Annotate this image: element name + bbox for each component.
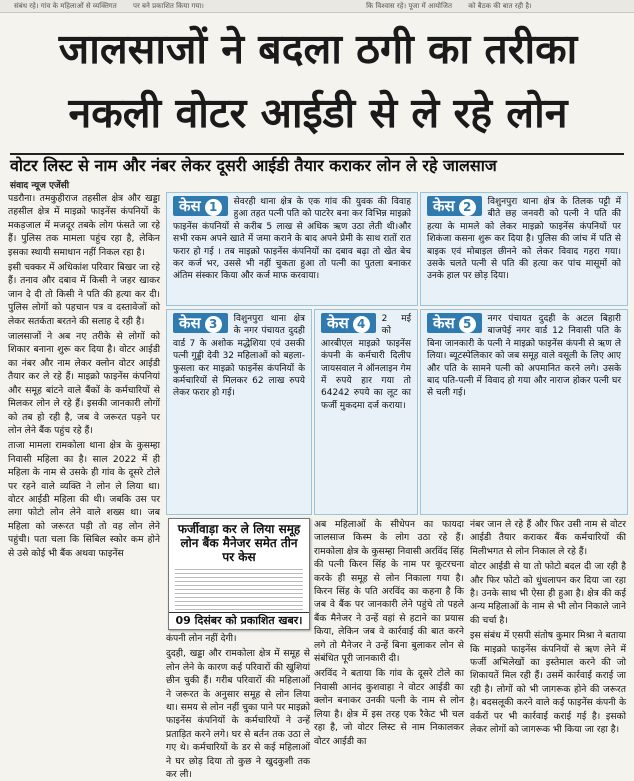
case-text: नगर पंचायत दुदही के अटल बिहारी बाजपेई नगर वार्ड 12 निवासी पति के बिना जानकारी के पत्नी ने माइक्रो फाइनेंस कंपनी से ऋण ले लिया। ब्यूटस्पेलिकार को जब समूह वाले वसूली के लिए आए और पति के सामने पत्नी को अपमानित करने लगे। उसके बाद पति-पत्नी में विवाद हो गया और नाराज होकर पत्नी घर से चली गई। [427, 314, 621, 399]
headline-line-1: जालसाजों ने बदला ठगी का तरीका [58, 25, 578, 73]
clipping-title: फर्जीवाड़ा कर ले लिया समूह लोन बैंक मैनेजर समेत तीन पर केस [177, 522, 301, 564]
paragraph: ताजा मामला रामकोला थाना क्षेत्र के कुसम्हा निवासी महिला का है। साल 2022 में ही महिला के नाम से उसके ही गांव के दूसरे टोले पर रहने वाले व्यक्ति ने लोन ले लिया था। वोटर आईडी महिला की थी। जबकि उस पर लगा फोटो लोन लेने वाले शख्स था। जब महिला को जरूरत पड़ी तो वह लोन लेने पहुंची। पता चला कि सिबिल स्कोर कम होने से उसे कोई भी बैंक अथवा फाइनेंस [8, 440, 160, 559]
article-column-1 [8, 192, 160, 766]
article-column-3 [314, 518, 464, 766]
case-box-2 [420, 192, 628, 306]
paragraph: इसी चक्कर में अधिकांश परिवार बिखर जा रहे हैं। तनाव और दबाव में किसी ने जहर खाकर जान दे दी तो किसी ने पति की हत्या कर दी। पुलिस लोगों को पहचान पत्र व दस्तावेजों को लेकर सतर्कता बरतने की सलाह दे रही है। [8, 262, 160, 327]
case-text: 2 मई को आरबीएल माइक्रो फाइनेंस कंपनी के कर्मचारी दिलीप जायसवाल ने ऑनलाइन गेम में रुपये हार गया तो 64242 रुपये का लूट का फर्जी मुकदमा दर्ज कराया। [321, 314, 411, 411]
paragraph: नंबर जान ले रहे हैं और फिर उसी नाम से वोटर आईडी तैयार कराकर बैंक कर्मचारियों की मिलीभगत से लोन निकाल ले रहे हैं। [470, 519, 626, 557]
paragraph: जालसाजों ने अब नए तरीके से लोगों को शिकार बनाना शुरू कर दिया है। वोटर आईडी का नंबर और नाम लेकर क्लोन वोटर आईडी तैयार कर ले रहे हैं। माइक्रो फाइनेंस कंपनियां और समूह बांटने वाले बैंकों के कर्मचारियों से मिलकर लोन ले रहे हैं। इसकी जानकारी लोगों को तब हो रही है, जब वे जरूरत पड़ने पर लोन लेने बैंक पहुंच रहे हैं। [8, 331, 160, 436]
top-strip-text: कि विश्वास रहे। पूजा में आयोजित [366, 2, 452, 10]
top-strip-text: संबंध रहे। गांव के महिलाओं से व्यक्तिगत [14, 2, 117, 10]
news-clipping-image [168, 518, 310, 630]
top-strip-text: पर बने प्रकाशित किया गया। [132, 2, 204, 10]
paragraph: अरविंद ने बताया कि गांव के दूसरे टोले का निवासी आनंद कुशवाहा ने वोटर आईडी का क्लोन बनाकर उनकी पत्नी के नाम से लोन लिया है। क्षेत्र में इस तरह एक रैकेट भी चल रहा है, जो वोटर लिस्ट से नाम निकालकर वोटर आईडी का [314, 668, 464, 747]
top-strip [0, 0, 634, 13]
article-column-4 [470, 518, 626, 766]
case-box-5 [420, 309, 628, 515]
case-badge: केस 1 [173, 196, 228, 216]
clipping-text-lines [175, 569, 303, 615]
case-badge: केस 3 [173, 313, 228, 333]
paragraph: वोटर आईडी से या तो फोटो बदल दी जा रही है और फिर फोटो को धुंधलापन कर दिया जा रहा है। उनके साथ भी ऐसा ही हुआ है। क्षेत्र की कई अन्य महिलाओं के नाम से भी लोन निकाले जाने की चर्चा है। [470, 561, 626, 626]
case-text: सेवरही थाना क्षेत्र के एक गांव की युवक की विवाह हुआ तहत पत्नी पति को पाटरेर बना कर विभिन्न माइक्रो फाइनेंस कंपनियों से करीब 5 लाख से अधिक ऋण उठा लेती थी।और सभी रकम अपने खाते में जमा कराने के बाद अपने प्रेमी के साथ रातों रात फरार हो गई । तब माइक्रो फाइनेंस कंपनियों का दबाव बढ़ा तो खेत बेच कर कर्ज भर, उससे भी नहीं चुकता हुआ तो पत्नी का पुतला बनाकर अंतिम संस्कार किया और कर्ज माफ करवाया। [173, 197, 411, 282]
case-box-1 [166, 192, 418, 306]
case-badge: केस 5 [427, 313, 482, 333]
paragraph: कंपनी लोन नहीं देगी। [166, 633, 237, 644]
case-box-4 [314, 309, 418, 515]
top-strip-text: को बैठक की बात रही है। [468, 2, 532, 10]
paragraph: इस संबंध में एसपी संतोष कुमार मिश्रा ने बताया कि माइक्रो फाइनेंस कंपनियों से ऋण लेने में फर्जी अभिलेखों का इस्तेमाल करने की जो शिकायतें मिल रही हैं। उसमें कार्रवाई कराई जा रही है। लोगों को भी जागरूक होने की जरूरत है। बदसलूकी करने वाले कई फाइनेंस कंपनी के वर्करों पर भी कार्रवाई कराई गई है। इसको लेकर लोगों को जागरूक भी किया जा रहा है। [470, 630, 626, 736]
article-column-2 [166, 632, 310, 781]
paragraph: अब महिलाओं के सीधेपन का फायदा जालसाज किस्म के लोग उठा रहे हैं। रामकोला क्षेत्र के कुसम्हा निवासी अरविंद सिंह की पत्नी किरन सिंह के नाम पर कूटरचना करके ही समूह से लोन निकाला गया है। किरन सिंह के पति अरविंद का कहना है कि जब वे बैंक पर जानकारी लेने पहुंचे तो पहले बैंक मैनेजर ने उन्हें वहां से हटाने का प्रयास किया, लेकिन जब वे कार्रवाई की बात करने लगे तो मैनेजर ने उन्हें बिना बुलाकर लोन से संबंधित पूरी जानकारी दी। [314, 519, 464, 665]
headline [8, 26, 628, 136]
byline: संवाद न्यूज एजेंसी [10, 181, 70, 191]
case-badge: केस 4 [321, 313, 376, 333]
case-badge: केस 2 [427, 196, 482, 216]
paragraph: दुदही, खड्डा और रामकोला क्षेत्र में समूह से लोन लेने के कारण कई परिवारों की खुशियां छीन चुकी हैं। गरीब परिवारों की महिलाओं ने जरूरत के अनुसार समूह से लोन लिया था। समय से लोन नहीं चुका पाने पर माइक्रो फाइनेंस कंपनियों के कर्मचारियों ने उन्हें प्रताड़ित करने लगे। घर से बर्तन तक उठा ले गए थे। कर्मचारियों के डर से कई महिलाओं ने घर छोड़ दिया तो कुछ ने खुदकुशी तक कर ली। [166, 648, 310, 781]
subheadline: वोटर लिस्ट से नाम और नंबर लेकर दूसरी आईडी तैयार कराकर लोन ले रहे जालसाज [10, 153, 624, 177]
case-text: विशुनपुरा थाना क्षेत्र के नगर पंचायत दुदही वार्ड 7 के अशोक मद्धेशिया एवं उसकी पत्नी गुड्डी देवी 32 महिलाओं को बहला-फुसला कर माइक्रो फाइनेंस कंपनियों के कर्मचारियों से मिलकर 62 लाख रुपये लेकर फरार हो गई। [173, 314, 305, 399]
clipping-caption: 09 दिसंबर को प्रकाशित खबर। [169, 612, 309, 629]
paragraph: पडरौना। तमकुहीराज तहसील क्षेत्र और खड्डा तहसील क्षेत्र में माइक्रो फाइनेंस कंपनियों के मकड़जाल में मजदूर तबके लोग फंसते जा रहे हैं। पुलिस तक मामला पहुंच रहा है, लेकिन इसका स्थायी समाधान नहीं निकल रहा है। [8, 193, 160, 258]
headline-line-2: नकली वोटर आईडी से ले रहे लोन [68, 89, 568, 137]
case-text: विशुनपुरा थाना क्षेत्र के तिलक पट्टी में बीते छह जनवरी को पत्नी ने पति की हत्या के मामले को लेकर माइक्रो फाइनेंस कंपनियों पर शिकंजा कसना शुरू कर दिया है। पुलिस की जांच में पति से बाइक एवं मोबाइल छीनने को लेकर विवाद गहरा गया। उसके चलते पत्नी से पति की हत्या कर पांच मासूमों को उनके हाल पर छोड़ दिया। [427, 197, 621, 282]
case-box-3 [166, 309, 312, 515]
